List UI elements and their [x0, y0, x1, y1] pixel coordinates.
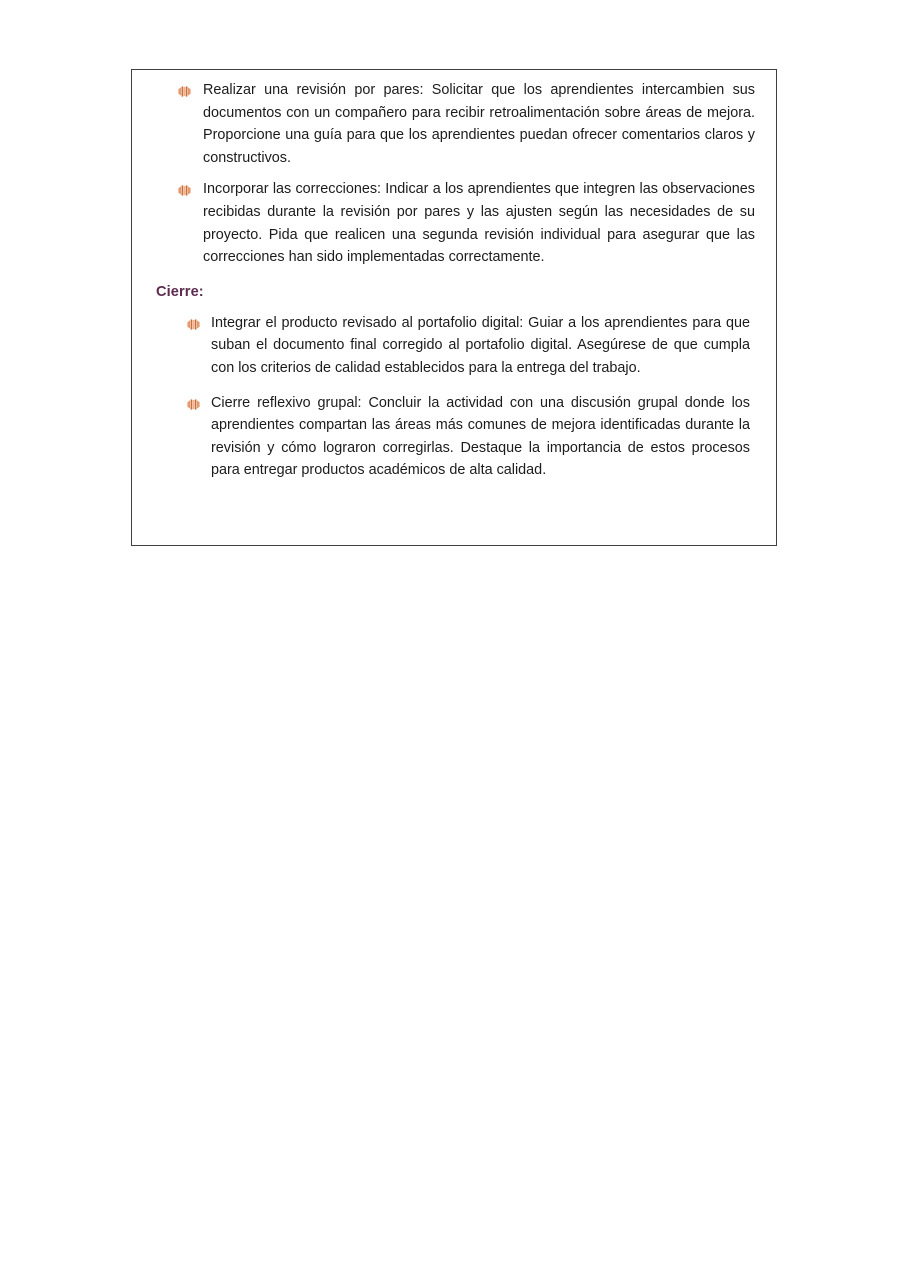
- content-box-inner: [132, 70, 776, 545]
- ornament-bullet-icon: [178, 185, 191, 196]
- list-item-text: Incorporar las correcciones: Indicar a los aprendientes que integren las observaciones recibidas durante la revisión por pares y las ajusten según las necesidades de su proyecto. Pida que realicen una segunda revisión individual para asegurar que las correcciones han sido implementadas correctamente.: [203, 181, 755, 266]
- ornament-bullet-icon: [187, 319, 200, 330]
- bullet-list-group-b: [142, 312, 766, 482]
- list-item: [142, 178, 766, 268]
- list-item-text: Realizar una revisión por pares: Solicitar que los aprendientes intercambien sus documentos con un compañero para recibir retroalimentación sobre áreas de mejora. Proporcione una guía para que los aprendientes puedan ofrecer comentarios claros y constructivos.: [203, 82, 755, 166]
- list-item: [142, 392, 766, 482]
- list-item-text: Cierre reflexivo grupal: Concluir la actividad con una discusión grupal donde los aprendientes compartan las áreas más comunes de mejora identificadas durante la revisión y cómo lograron corregirlas. Destaque la importancia de estos procesos para entregar productos académicos de alta calidad.: [211, 394, 750, 479]
- list-item-text: Integrar el producto revisado al portafolio digital: Guiar a los aprendientes para que suban el documento final corregido al portafolio digital. Asegúrese de que cumpla con los criterios de calidad establecidos para la entrega del trabajo.: [211, 314, 750, 376]
- bordered-content-box: [131, 69, 777, 546]
- list-item: [142, 312, 766, 380]
- list-item: [142, 79, 766, 169]
- bullet-list-group-a: [142, 79, 766, 269]
- ornament-bullet-icon: [178, 86, 191, 97]
- ornament-bullet-icon: [187, 399, 200, 410]
- section-heading-cierre: Cierre:: [156, 283, 204, 300]
